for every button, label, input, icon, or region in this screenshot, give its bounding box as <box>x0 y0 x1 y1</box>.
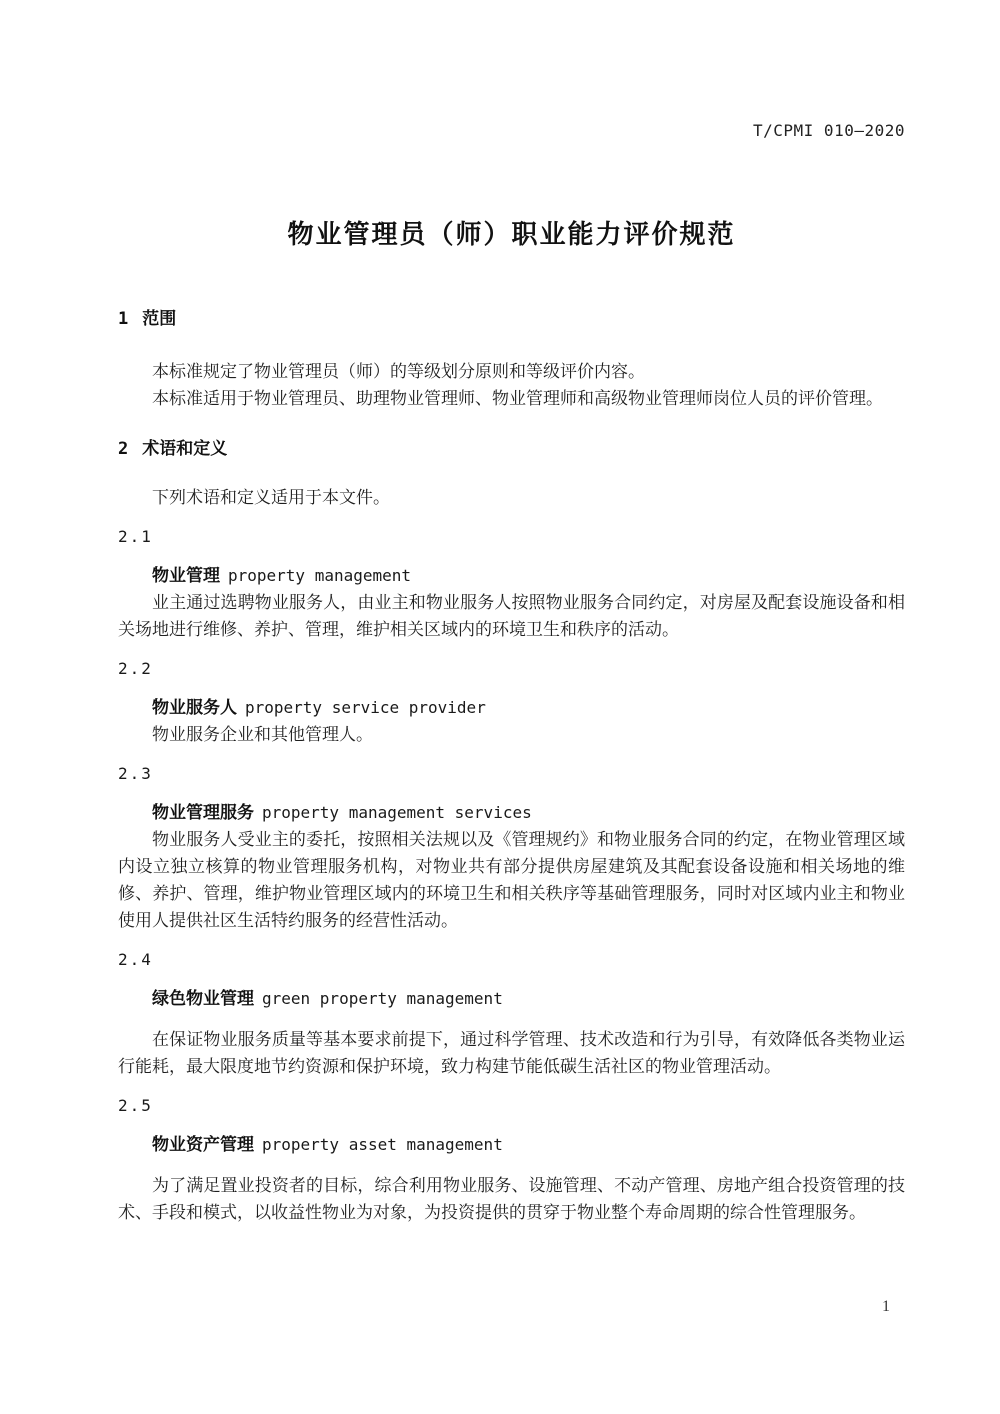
clause-1-title: 范围 <box>142 309 177 328</box>
term-2-4-zh: 绿色物业管理 <box>152 989 254 1008</box>
standard-code: T/CPMI 010—2020 <box>753 121 905 140</box>
term-2-5-definition: 为了满足置业投资者的目标，综合利用物业服务、设施管理、不动产管理、房地产组合投资管理的技术、手段和模式，以收益性物业为对象，为投资提供的贯穿于物业整个寿命周期的综合性管理服务。 <box>118 1176 905 1222</box>
clause-2-intro: 下列术语和定义适用于本文件。 <box>152 488 390 507</box>
clause-2-heading <box>118 435 905 463</box>
term-2-2-title <box>118 694 905 721</box>
term-2-4-title <box>118 985 905 1012</box>
term-2-2-zh: 物业服务人 <box>152 698 237 717</box>
clause-2-title: 术语和定义 <box>142 439 228 458</box>
clause-1-paragraph-1: 本标准规定了物业管理员（师）的等级划分原则和等级评价内容。 <box>152 362 645 381</box>
clause-1-heading <box>118 305 905 333</box>
term-2-5-title <box>118 1131 905 1158</box>
term-2-3-definition: 物业服务人受业主的委托，按照相关法规以及《管理规约》和物业服务合同的约定，在物业管理区域内设立独立核算的物业管理服务机构，对物业共有部分提供房屋建筑及其配套设备设施和相关场地的维修、养护、管理，维护物业管理区域内的环境卫生和相关秩序等基础管理服务，同时对区域内业主和物业使用人提供社区生活特约服务的经营性活动。 <box>118 830 905 930</box>
term-2-5-number: 2.5 <box>118 1096 153 1115</box>
term-2-1-title <box>118 562 905 589</box>
term-2-1-definition: 业主通过选聘物业服务人，由业主和物业服务人按照物业服务合同约定，对房屋及配套设施设备和相关场地进行维修、养护、管理，维护相关区域内的环境卫生和秩序的活动。 <box>118 593 905 639</box>
term-2-3-zh: 物业管理服务 <box>152 803 254 822</box>
term-2-3-en: property management services <box>262 803 532 822</box>
term-2-1-number: 2.1 <box>118 527 153 546</box>
document-title: 物业管理员（师）职业能力评价规范 <box>287 219 736 249</box>
term-2-1-en: property management <box>228 566 412 585</box>
term-2-1-zh: 物业管理 <box>152 566 220 585</box>
term-2-4-en: green property management <box>262 989 503 1008</box>
clause-1-number: 1 <box>118 309 129 329</box>
term-2-2-definition: 物业服务企业和其他管理人。 <box>152 725 373 744</box>
clause-1-paragraph-2: 本标准适用于物业管理员、助理物业管理师、物业管理师和高级物业管理师岗位人员的评价管理。 <box>152 389 883 408</box>
term-2-4-definition: 在保证物业服务质量等基本要求前提下，通过科学管理、技术改造和行为引导，有效降低各类物业运行能耗，最大限度地节约资源和保护环境，致力构建节能低碳生活社区的物业管理活动。 <box>118 1030 905 1076</box>
term-2-5-en: property asset management <box>262 1135 503 1154</box>
term-2-5-zh: 物业资产管理 <box>152 1135 254 1154</box>
term-2-2-en: property service provider <box>245 698 486 717</box>
document-body <box>118 305 905 1226</box>
page-number: 1 <box>882 1298 890 1315</box>
term-2-3-number: 2.3 <box>118 764 153 783</box>
term-2-2-number: 2.2 <box>118 659 153 678</box>
term-2-4-number: 2.4 <box>118 950 153 969</box>
clause-2-number: 2 <box>118 439 129 459</box>
term-2-3-title <box>118 799 905 826</box>
